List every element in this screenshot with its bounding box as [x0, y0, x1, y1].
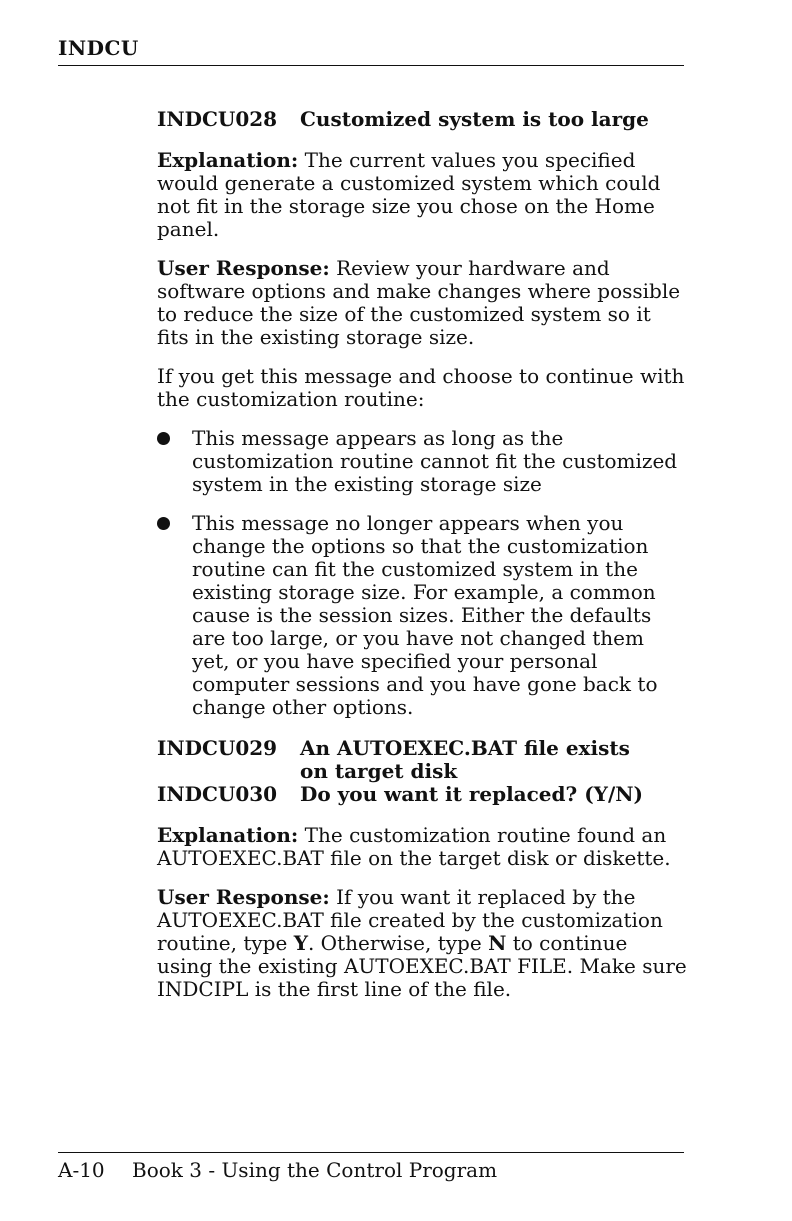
running-head: INDCU [58, 36, 139, 60]
explanation-paragraph [157, 824, 687, 870]
message-heading-indcu029 [157, 737, 687, 783]
explanation-text: The customization routine found an AUTOEXEC.BAT file on the target disk or diskette. [157, 823, 671, 870]
bullet-text: This message no longer appears when you change the options so that the customization routine can fit the customized system in the existing storage size. For example, a common cause is the session sizes. Either the defaults are too large, or you have not changed them yet, or you have specified your personal computer sessions and you have gone back to change other options. [192, 511, 658, 719]
page-footer [58, 1158, 497, 1182]
message-heading-indcu028 [157, 108, 687, 131]
user-response-text: . Otherwise, type [307, 931, 489, 955]
message-title-line: on target disk [300, 759, 458, 783]
footer-rule [58, 1152, 684, 1153]
key-n: N [488, 931, 507, 955]
header-rule [58, 65, 684, 66]
book-title: Book 3 - Using the Control Program [132, 1158, 498, 1182]
bullet-item [157, 427, 687, 496]
message-title: Do you want it replaced? (Y/N) [300, 782, 643, 806]
user-response-label: User Response: [157, 256, 330, 280]
message-title-line: An AUTOEXEC.BAT file exists [300, 736, 630, 760]
message-code: INDCU028 [157, 107, 278, 131]
explanation-text: The current values you specified would generate a customized system which could not fit in the storage size you chose on the Home panel. [157, 148, 661, 241]
user-response-paragraph [157, 886, 687, 1001]
bullet-icon [157, 517, 170, 530]
user-response-text: Review your hardware and software options and make changes where possible to reduce the size of the customized system so it fits in the existing storage size. [157, 256, 681, 349]
user-response-label: User Response: [157, 885, 330, 909]
bullet-item [157, 512, 687, 719]
page-content [157, 108, 687, 1001]
bullet-icon [157, 432, 170, 445]
key-y: Y [293, 931, 308, 955]
page-number: A-10 [58, 1158, 105, 1182]
user-response-paragraph [157, 257, 687, 349]
explanation-paragraph [157, 149, 687, 241]
user-response-text: to continue using the existing AUTOEXEC.BAT FILE. Make sure INDCIPL is the first line of the file. [157, 931, 687, 1001]
intro-paragraph: If you get this message and choose to continue with the customization routine: [157, 364, 685, 411]
message-title [300, 737, 687, 783]
explanation-label: Explanation: [157, 823, 299, 847]
message-code: INDCU029 [157, 736, 278, 760]
message-code: INDCU030 [157, 782, 278, 806]
explanation-label: Explanation: [157, 148, 299, 172]
message-title: Customized system is too large [300, 107, 649, 131]
bullet-text: This message appears as long as the customization routine cannot fit the customized system in the existing storage size [192, 426, 678, 496]
user-response-text: If you want it replaced by the AUTOEXEC.BAT file created by the customization routine, type [157, 885, 663, 955]
message-heading-indcu030 [157, 783, 687, 806]
